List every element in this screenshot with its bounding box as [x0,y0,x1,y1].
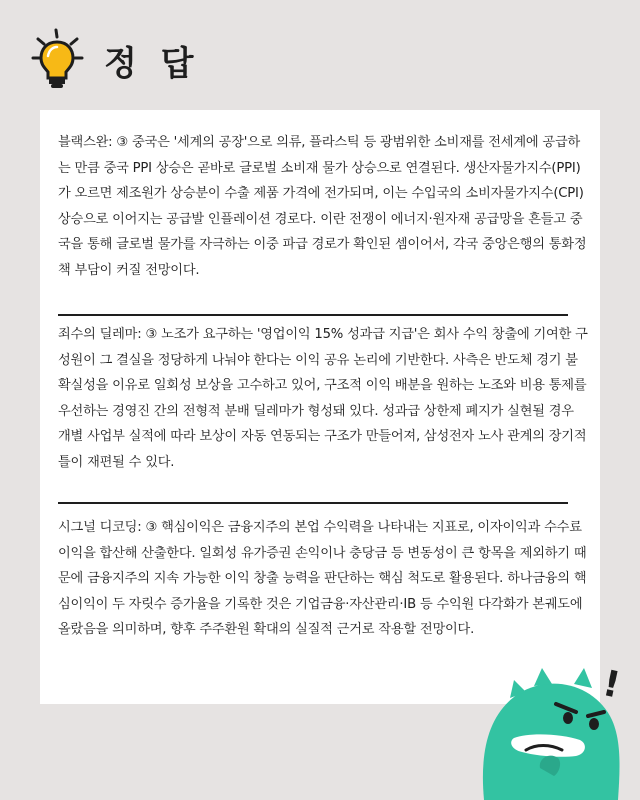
section-divider [58,314,568,316]
section-heading: 블랙스완: [58,135,113,150]
section-body: ③ 중국은 '세계의 공장'으로 의류, 플라스틱 등 광범위한 소비재를 전세계에 공급하는 만큼 중국 PPI 상승은 곧바로 글로벌 소비재 물가 상승으로 연결된다. 생산자물가지수(PPI)가 오르면 제조원가 상승분이 수출 제품 가격에 전가되며, 이는 수입국의 소비자물가지수(CPI) 상승으로 이어지는 공급발 인플레이션 경로다. 이란 전쟁이 에너지·원자재 공급망을 흔들고 중국을 통해 글로벌 물가를 자극하는 이중 파급 경로가 확인된 셈이어서, 각국 중앙은행의 통화정책 부담이 커질 전망이다. [58,135,587,278]
page-title: 정 답 [104,44,200,84]
section-heading: 죄수의 딜레마: [58,327,142,342]
section-body: ③ 노조가 요구하는 '영업이익 15% 성과급 지급'은 회사 수익 창출에 기여한 구성원이 그 결실을 정당하게 나눠야 한다는 이익 공유 논리에 기반한다. 사측은 반도체 경기 불확실성을 이유로 일회성 보상을 고수하고 있어, 구조적 이익 배분을 원하는 노조와 비용 통제를 우선하는 경영진 간의 전형적 분배 딜레마가 형성돼 있다. 성과급 상한제 폐지가 실현될 경우 개별 사업부 실적에 따라 보상이 자동 연동되는 구조가 만들어져, 삼성전자 노사 관계의 장기적 틀이 재편될 수 있다. [58,327,588,470]
section-body: ③ 핵심이익은 금융지주의 본업 수익력을 나타내는 지표로, 이자이익과 수수료 이익을 합산해 산출한다. 일회성 유가증권 손익이나 충당금 등 변동성이 큰 항목을 제외하기 때문에 금융지주의 지속 가능한 이익 창출 능력을 판단하는 핵심 척도로 활용된다. 하나금융의 핵심이익이 두 자릿수 증가율을 기록한 것은 기업금융·자산관리·IB 등 수익원 다각화가 본궤도에 올랐음을 의미하며, 향후 주주환원 확대의 실질적 근거로 작용할 전망이다. [58,520,587,637]
section-heading: 시그널 디코딩: [58,520,142,535]
section-divider [58,502,568,504]
answer-card [40,110,600,704]
answer-section-black-swan [58,130,590,283]
answer-header [28,28,328,92]
exclamation-mark: ! [599,663,624,707]
answer-section-prisoners-dilemma [58,322,590,475]
green-dinosaur-mascot-icon [470,646,640,800]
lightbulb-icon [28,28,98,92]
answer-section-signal-decoding [58,515,590,643]
